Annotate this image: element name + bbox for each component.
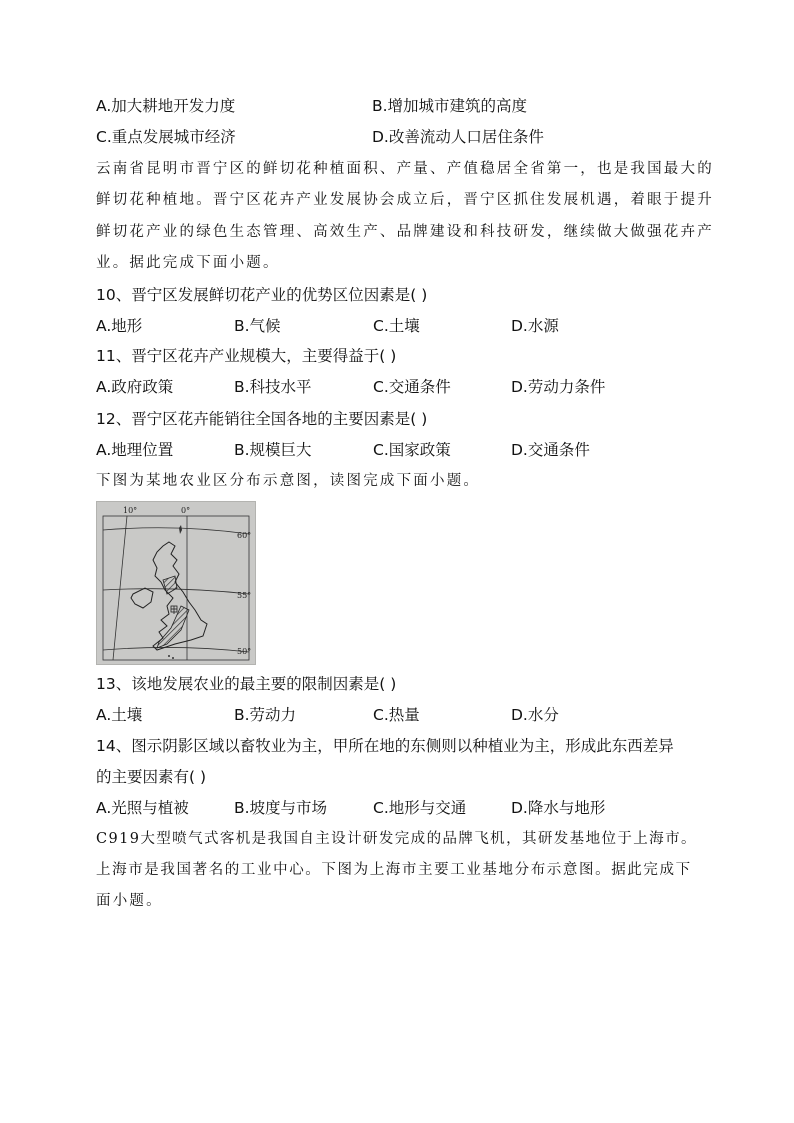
q10-option-c: C.土壤 <box>373 317 420 335</box>
q13-option-c: C.热量 <box>373 706 420 724</box>
q10-option-a: A.地形 <box>96 317 143 335</box>
question-12-stem: 12、晋宁区花卉能销往全国各地的主要因素是( ) <box>96 410 428 428</box>
question-14-stem-line1: 14、图示阴影区域以畜牧业为主，甲所在地的东侧则以种植业为主，形成此东西差异 <box>96 737 674 755</box>
passage-line: 云南省昆明市晋宁区的鲜切花种植面积、产量、产值稳居全省第一，也是我国最大的 <box>96 161 714 177</box>
lon-label-10: 10° <box>123 506 138 515</box>
q12-option-b: B.规模巨大 <box>234 441 312 459</box>
question-11-stem: 11、晋宁区花卉产业规模大，主要得益于( ) <box>96 347 397 365</box>
question-14-stem-line2: 的主要因素有( ) <box>96 768 207 786</box>
passage-line: 鲜切花种植地。晋宁区花卉产业发展协会成立后，晋宁区抓住发展机遇，着眼于提升 <box>96 192 714 208</box>
agriculture-map <box>96 501 256 665</box>
passage-line: 鲜切花产业的绿色生态管理、高效生产、品牌建设和科技研发，继续做大做强花卉产 <box>96 224 714 240</box>
q10-option-d: D.水源 <box>511 317 559 335</box>
q14-option-c: C.地形与交通 <box>373 799 467 817</box>
q11-option-b: B.科技水平 <box>234 378 312 396</box>
q10-option-b: B.气候 <box>234 317 281 335</box>
q13-option-a: A.土壤 <box>96 706 143 724</box>
passage-line: C919大型喷气式客机是我国自主设计研发完成的品牌飞机，其研发基地位于上海市。 <box>96 831 697 847</box>
option-d: D.改善流动人口居住条件 <box>372 128 544 146</box>
question-10-stem: 10、晋宁区发展鲜切花产业的优势区位因素是( ) <box>96 286 428 304</box>
question-13-stem: 13、该地发展农业的最主要的限制因素是( ) <box>96 675 397 693</box>
passage-line: 业。据此完成下面小题。 <box>96 255 280 271</box>
q11-option-c: C.交通条件 <box>373 378 451 396</box>
q14-option-d: D.降水与地形 <box>511 799 606 817</box>
britain-map-graphic <box>97 502 255 664</box>
map-intro: 下图为某地农业区分布示意图，读图完成下面小题。 <box>96 473 481 489</box>
q11-option-d: D.劳动力条件 <box>511 378 606 396</box>
q12-option-a: A.地理位置 <box>96 441 174 459</box>
lat-label-50: 50° <box>237 647 252 656</box>
lat-label-55: 55° <box>237 591 252 600</box>
lat-label-60: 60° <box>237 531 252 540</box>
q11-option-a: A.政府政策 <box>96 378 174 396</box>
q12-option-d: D.交通条件 <box>511 441 590 459</box>
option-b: B.增加城市建筑的高度 <box>372 97 528 115</box>
passage-line: 上海市是我国著名的工业中心。下图为上海市主要工业基地分布示意图。据此完成下 <box>96 862 692 878</box>
passage-line: 面小题。 <box>96 893 163 909</box>
option-a: A.加大耕地开发力度 <box>96 97 236 115</box>
q12-option-c: C.国家政策 <box>373 441 451 459</box>
q14-option-a: A.光照与植被 <box>96 799 189 817</box>
lon-label-0: 0° <box>181 506 191 515</box>
q13-option-d: D.水分 <box>511 706 559 724</box>
q13-option-b: B.劳动力 <box>234 706 297 724</box>
q14-option-b: B.坡度与市场 <box>234 799 328 817</box>
option-c: C.重点发展城市经济 <box>96 128 236 146</box>
